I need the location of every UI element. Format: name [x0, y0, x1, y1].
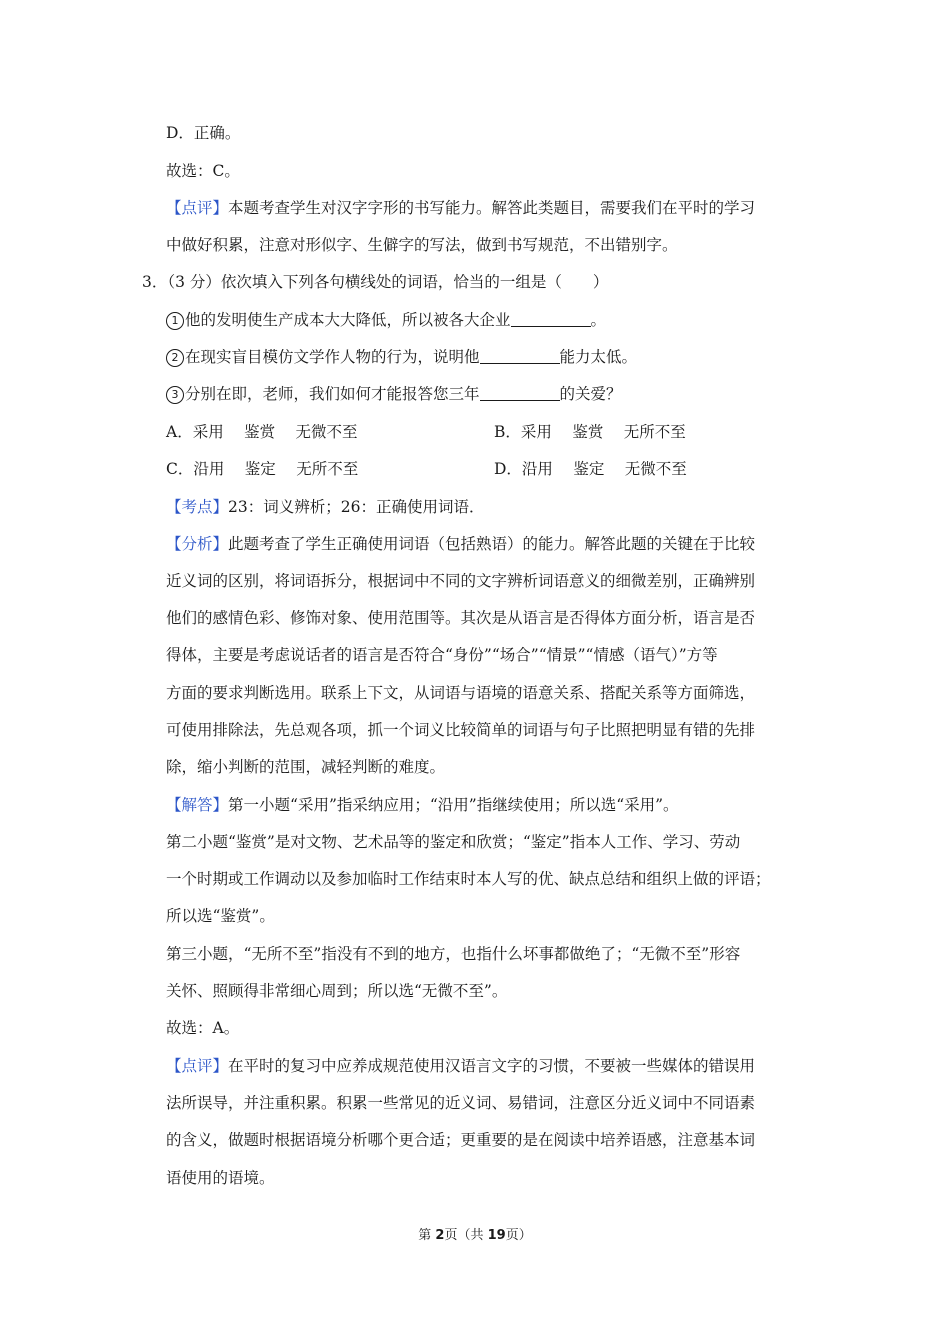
fenxi-tag: 【分析】	[166, 535, 229, 553]
comment-tag-2: 【点评】	[166, 1057, 229, 1075]
jieda-tag: 【解答】	[166, 796, 229, 814]
fill-blank	[511, 310, 591, 327]
sentence-2-end: 能力太低。	[559, 348, 638, 366]
option-d-text: D．正确。	[166, 124, 241, 142]
option-c: C．沿用 鉴定 无所不至	[166, 460, 359, 478]
footer-mid: 页（共	[444, 1228, 488, 1243]
option-b: B．采用 鉴赏 无所不至	[494, 423, 686, 441]
jieda-line-6: 关怀、照顾得非常细心周到；所以选“无微不至”。	[166, 982, 508, 1000]
total-pages: 19	[487, 1228, 506, 1243]
circled-number-3: 3	[166, 386, 184, 404]
sentence-3-end: 的关爱？	[559, 385, 622, 403]
sentence-2	[166, 347, 637, 367]
fenxi-line-5: 方面的要求判断选用。联系上下文，从词语与语境的语意关系、搭配关系等方面筛选，	[166, 684, 756, 702]
kaodian-tag: 【考点】	[166, 498, 229, 516]
jieda-line	[166, 795, 679, 815]
circled-number-1: 1	[166, 312, 184, 330]
sentence-3-text: 分别在即，老师，我们如何才能报答您三年	[185, 385, 480, 403]
answer-text: 故选：C。	[166, 162, 240, 180]
comment-line-6: 语使用的语境。	[166, 1169, 275, 1187]
footer-suffix: 页）	[505, 1228, 532, 1243]
question-3-stem: 3．（3 分）依次填入下列各句横线处的词语，恰当的一组是（ ）	[142, 273, 609, 291]
fill-blank	[480, 384, 560, 401]
comment-line	[166, 198, 755, 218]
sentence-2-text: 在现实盲目模仿文学作人物的行为，说明他	[185, 348, 480, 366]
page-number: 2	[435, 1228, 445, 1243]
sentence-1-text: 他的发明使生产成本大大降低，所以被各大企业	[185, 311, 511, 329]
comment-line-2: 中做好积累，注意对形似字、生僻字的写法，做到书写规范，不出错别字。	[166, 236, 678, 254]
fenxi-line-2: 近义词的区别，将词语拆分，根据词中不同的文字辨析词语意义的细微差别，正确辨别	[166, 572, 756, 590]
comment-text-2: 在平时的复习中应养成规范使用汉语言文字的习惯，不要被一些媒体的错误用	[228, 1057, 756, 1075]
comment-line-5: 的含义，做题时根据语境分析哪个更合适；更重要的是在阅读中培养语感，注意基本词	[166, 1131, 756, 1149]
fill-blank	[480, 347, 560, 364]
kaodian-text: 23：词义辨析；26：正确使用词语．	[228, 498, 485, 516]
jieda-line-3: 一个时期或工作调动以及参加临时工作结束时本人写的优、缺点总结和组织上做的评语；	[166, 870, 771, 888]
page-footer	[0, 1227, 950, 1245]
comment-line-4: 法所误导，并注重积累。积累一些常见的近义词、易错词，注意区分近义词中不同语素	[166, 1094, 756, 1112]
jieda-line-2: 第二小题“鉴赏”是对文物、艺术品等的鉴定和欣赏；“鉴定”指本人工作、学习、劳动	[166, 833, 741, 851]
fenxi-line-4: 得体，主要是考虑说话者的语言是否符合“身份”“场合”“情景”“情感（语气）”方等	[166, 646, 718, 664]
fenxi-line-6: 可使用排除法，先总观各项，抓一个词义比较简单的词语与句子比照把明显有错的先排	[166, 721, 756, 739]
footer-prefix: 第	[418, 1228, 436, 1243]
circled-number-2: 2	[166, 349, 184, 367]
comment-tag: 【点评】	[166, 199, 229, 217]
sentence-1	[166, 310, 606, 330]
sentence-3	[166, 384, 622, 404]
jieda-line-5: 第三小题，“无所不至”指没有不到的地方，也指什么坏事都做绝了；“无微不至”形容	[166, 945, 741, 963]
comment-text: 本题考查学生对汉字字形的书写能力。解答此类题目，需要我们在平时的学习	[228, 199, 756, 217]
comment-line-3	[166, 1056, 755, 1076]
fenxi-line-3: 他们的感情色彩、修饰对象、使用范围等。其次是从语言是否得体方面分析，语言是否	[166, 609, 756, 627]
jieda-line-4: 所以选“鉴赏”。	[166, 907, 275, 925]
answer-text-2: 故选：A。	[166, 1019, 240, 1037]
sentence-1-end: 。	[590, 311, 607, 329]
fenxi-line-7: 除，缩小判断的范围，减轻判断的难度。	[166, 758, 446, 776]
kaodian-line	[166, 497, 484, 517]
fenxi-line	[166, 534, 755, 554]
fenxi-text: 此题考查了学生正确使用词语（包括熟语）的能力。解答此题的关键在于比较	[228, 535, 756, 553]
option-a: A．采用 鉴赏 无微不至	[166, 423, 358, 441]
jieda-text: 第一小题“采用”指采纳应用；“沿用”指继续使用；所以选“采用”。	[228, 796, 679, 814]
option-d: D．沿用 鉴定 无微不至	[494, 460, 687, 478]
